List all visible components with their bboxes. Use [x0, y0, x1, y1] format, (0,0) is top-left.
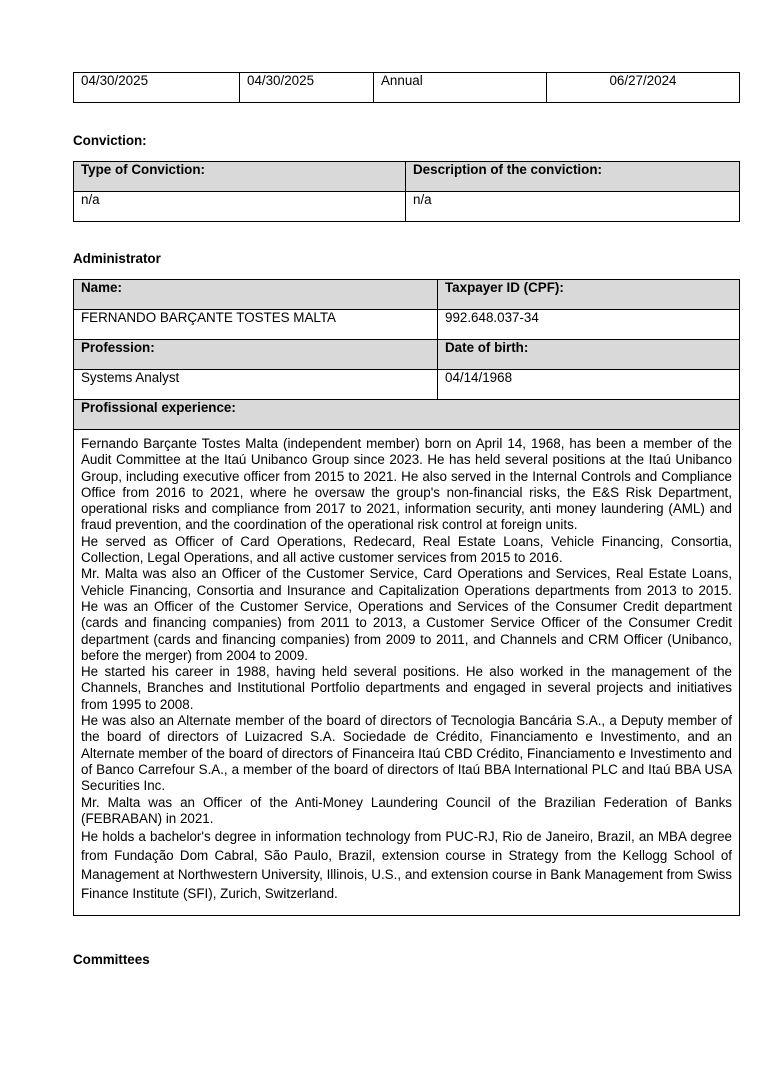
committees-heading: Committees	[73, 952, 150, 967]
conviction-description-label: Description of the conviction:	[406, 162, 740, 192]
conviction-type-value: n/a	[74, 192, 406, 222]
experience-label: Profissional experience:	[74, 400, 740, 430]
experience-body	[74, 430, 740, 916]
conviction-type-label: Type of Conviction:	[74, 162, 406, 192]
conviction-description-value: n/a	[406, 192, 740, 222]
experience-paragraph: He served as Officer of Card Operations, Redecard, Real Estate Loans, Vehicle Financing, Consortia, Collection, Legal Operations, and all active customer services from 2015 to 2016.	[81, 533, 732, 566]
date-cell-3: 06/27/2024	[547, 73, 740, 103]
cpf-label: Taxpayer ID (CPF):	[438, 280, 740, 310]
experience-paragraph: Mr. Malta was also an Officer of the Customer Service, Card Operations and Services, Real Estate Loans, Vehicle Financing, Consortia and Insurance and Capitalization Operations departments from 2013 to 2015. He was an Officer of the Customer Service, Operations and Services of the Consumer Credit department (cards and financing companies) from 2011 to 2013, a Customer Service Officer of the Consumer Credit department (cards and financing companies) from 2009 to 2011, and Channels and CRM Officer (Unibanco, before the merger) from 2004 to 2009.	[81, 566, 732, 663]
experience-paragraph: Mr. Malta was an Officer of the Anti-Money Laundering Council of the Brazilian Federation of Banks (FEBRABAN) in 2021.	[81, 794, 732, 826]
conviction-heading: Conviction:	[73, 133, 147, 148]
profession-value: Systems Analyst	[74, 370, 438, 400]
administrator-heading: Administrator	[73, 251, 161, 266]
date-cell-1: 04/30/2025	[74, 73, 240, 103]
experience-paragraph: Fernando Barçante Tostes Malta (independent member) born on April 14, 1968, has been a member of the Audit Committee at the Itaú Unibanco Group since 2023. He has held several positions at the Itaú Unibanco Group, including executive officer from 2015 to 2021. He also served in the Internal Controls and Compliance Office from 2016 to 2021, where he oversaw the group's non-financial risks, the E&S Risk Department, operational risks and compliance from 2017 to 2021, information security, anti money laundering (AML) and fraud prevention, and the coordination of the operational risk control at foreign units.	[81, 436, 732, 533]
experience-paragraph: He was also an Alternate member of the board of directors of Tecnologia Bancária S.A., a Deputy member of the board of directors of Luizacred S.A. Sociedade de Crédito, Financiamento e Investimento, and an Alternate member of the board of directors of Financeira Itaú CBD Crédito, Financiamento e Investimento and of Banco Carrefour S.A., a member of the board of directors of Itaú BBA International PLC and Itaú BBA USA Securities Inc.	[81, 713, 732, 794]
experience-paragraph: He started his career in 1988, having held several positions. He also worked in the management of the Channels, Branches and Institutional Portfolio departments and engaged in several projects and initiatives from 1995 to 2008.	[81, 664, 732, 712]
dob-label: Date of birth:	[438, 340, 740, 370]
profession-label: Profession:	[74, 340, 438, 370]
name-label: Name:	[74, 280, 438, 310]
conviction-table	[73, 161, 740, 222]
term-cell: Annual	[374, 73, 547, 103]
dob-value: 04/14/1968	[438, 370, 740, 400]
administrator-table	[73, 279, 740, 916]
name-value: FERNANDO BARÇANTE TOSTES MALTA	[74, 310, 438, 340]
cpf-value: 992.648.037-34	[438, 310, 740, 340]
dates-table	[73, 72, 740, 103]
experience-paragraph: He holds a bachelor's degree in information technology from PUC-RJ, Rio de Janeiro, Brazil, an MBA degree from Fundação Dom Cabral, São Paulo, Brazil, extension course in Strategy from the Kellogg School of Management at Northwestern University, Illinois, U.S., and extension course in Bank Management from Swiss Finance Institute (SFI), Zurich, Switzerland.	[81, 829, 732, 902]
date-cell-2: 04/30/2025	[240, 73, 374, 103]
